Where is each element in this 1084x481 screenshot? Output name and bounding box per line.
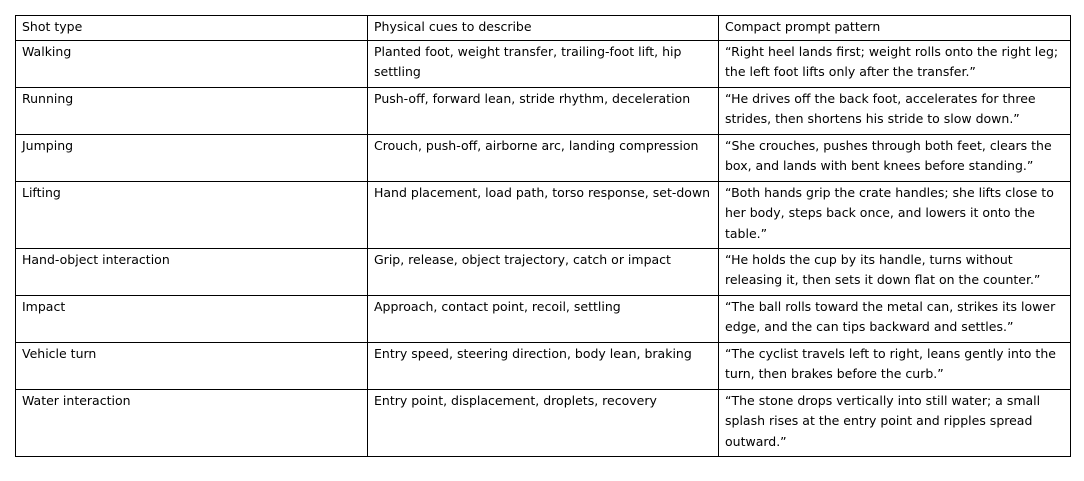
shot-type-cell: Hand-object interaction — [16, 248, 368, 295]
shot-type-table — [15, 15, 1071, 457]
table-row — [16, 134, 1071, 181]
prompt-pattern-cell: “The stone drops vertically into still water; a small splash rises at the entry point and ripples spread outward.” — [719, 389, 1071, 456]
header-shot-type: Shot type — [16, 16, 368, 41]
physical-cues-cell: Push-off, forward lean, stride rhythm, deceleration — [368, 87, 719, 134]
table-row — [16, 389, 1071, 456]
table-row — [16, 87, 1071, 134]
prompt-pattern-cell: “He holds the cup by its handle, turns without releasing it, then sets it down flat on the counter.” — [719, 248, 1071, 295]
physical-cues-cell: Entry speed, steering direction, body lean, braking — [368, 342, 719, 389]
prompt-pattern-cell: “She crouches, pushes through both feet, clears the box, and lands with bent knees before standing.” — [719, 134, 1071, 181]
shot-type-cell: Impact — [16, 295, 368, 342]
prompt-pattern-cell: “The ball rolls toward the metal can, strikes its lower edge, and the can tips backward and settles.” — [719, 295, 1071, 342]
physical-cues-cell: Approach, contact point, recoil, settling — [368, 295, 719, 342]
shot-type-cell: Walking — [16, 40, 368, 87]
header-row — [16, 16, 1071, 41]
table-row — [16, 248, 1071, 295]
physical-cues-cell: Planted foot, weight transfer, trailing-foot lift, hip settling — [368, 40, 719, 87]
table-row — [16, 295, 1071, 342]
shot-type-cell: Running — [16, 87, 368, 134]
physical-cues-cell: Entry point, displacement, droplets, recovery — [368, 389, 719, 456]
shot-type-cell: Water interaction — [16, 389, 368, 456]
header-physical-cues: Physical cues to describe — [368, 16, 719, 41]
physical-cues-cell: Hand placement, load path, torso response, set-down — [368, 181, 719, 248]
physical-cues-cell: Grip, release, object trajectory, catch or impact — [368, 248, 719, 295]
shot-type-cell: Jumping — [16, 134, 368, 181]
prompt-pattern-cell: “He drives off the back foot, accelerates for three strides, then shortens his stride to slow down.” — [719, 87, 1071, 134]
prompt-pattern-cell: “Both hands grip the crate handles; she lifts close to her body, steps back once, and lowers it onto the table.” — [719, 181, 1071, 248]
table-row — [16, 40, 1071, 87]
table-row — [16, 342, 1071, 389]
shot-type-cell: Vehicle turn — [16, 342, 368, 389]
table-row — [16, 181, 1071, 248]
prompt-pattern-cell: “Right heel lands first; weight rolls onto the right leg; the left foot lifts only after the transfer.” — [719, 40, 1071, 87]
shot-type-cell: Lifting — [16, 181, 368, 248]
header-prompt-pattern: Compact prompt pattern — [719, 16, 1071, 41]
prompt-pattern-cell: “The cyclist travels left to right, leans gently into the turn, then brakes before the curb.” — [719, 342, 1071, 389]
physical-cues-cell: Crouch, push-off, airborne arc, landing compression — [368, 134, 719, 181]
